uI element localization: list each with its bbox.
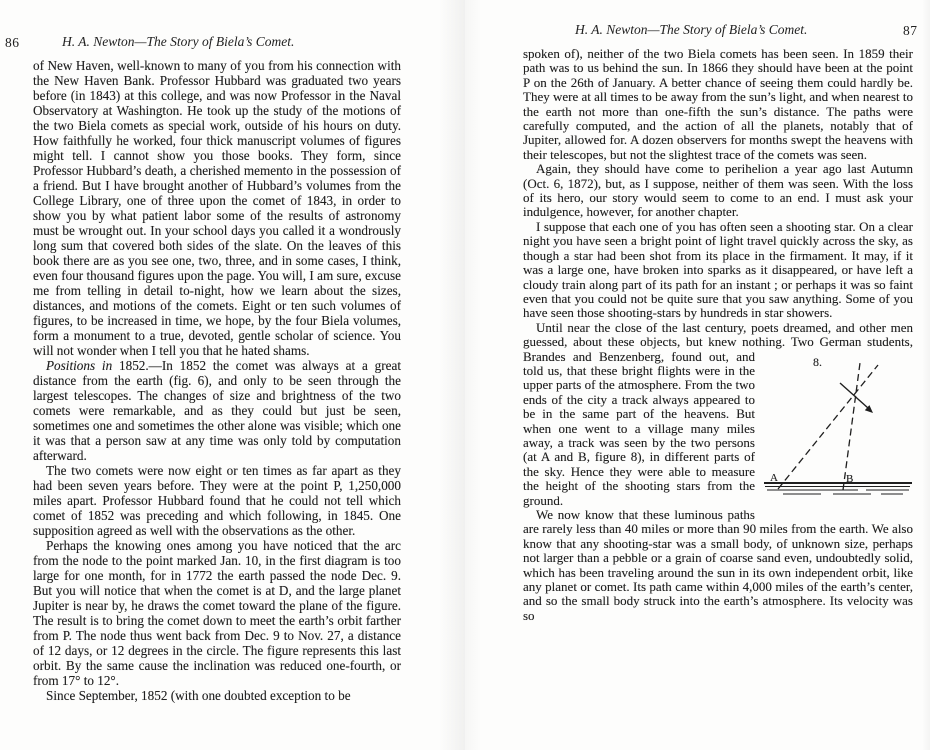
page-number: 86 <box>5 35 20 50</box>
sight-line-b <box>843 363 860 490</box>
page-right <box>465 0 930 750</box>
figure-8 <box>763 353 913 511</box>
paragraph-lead-italic: Positions in <box>46 358 113 373</box>
paragraph-luminous-paths: We now know that these luminous paths are rarely less than 40 miles or more than 90 miles from the earth. We also know that any shooting-star was a small body, of unknown size, perhaps not larger than a pebble or a grain of coarse sand even, undoubtedly solid, which has been traveling around the sun in its own independent orbit, like any planet or comet. Its path came within 4,000 miles of the earth’s center, and so the small body struck into the earth’s atmosphere. Its velocity was so <box>523 507 913 623</box>
paragraph-two-comets: The two comets were now eight or ten times as far apart as they had been seven years before. They were at the point P, 1,250,000 miles apart. Professor Hubbard found that he could not tell which comet of 1852 was preceding and which following, in 1845. One supposition agreed as well with the observations as the other. <box>33 463 401 538</box>
right-page-text-column <box>523 47 913 623</box>
running-header: H. A. Newton—The Story of Biela’s Comet. <box>575 22 808 37</box>
paragraph-node-shift: Perhaps the knowing ones among you have noticed that the arc from the node to the point marked Jan. 10, in the first diagram is too large for one month, for in 1772 the earth passed the node Dec. 9. But you will notice that when the comet is at D, and the large planet Jupiter is near by, he draws the comet toward the plane of the figure. The result is to bring the comet down to meet the earth’s orbit farther from P. The node thus went back from Dec. 9 to Nov. 27, a distance of 12 days, or 12 degrees in the circle. The figure represents this last orbit. By the same cause the inclination was reduced one-fourth, or from 17° to 12°. <box>33 538 401 688</box>
left-page-text-column <box>33 58 401 703</box>
figure-number-label: 8. <box>813 354 822 369</box>
paragraph-positions-1852 <box>33 358 401 463</box>
paragraph-shooting-star: I suppose that each one of you has often seen a shooting star. On a clear night you have seen a bright point of light travel quickly across the sky, as though a star had been shot from its place in the firmament. It may, if it was a large one, have broken into sparks as it disappeared, or have left a cloudy train along part of its path for an instant ; or perhaps it was so faint even that you could not be quite sure that you saw anything. Some of you have seen those shooting-stars by hundreds in star showers. <box>523 218 913 321</box>
ground-lines <box>764 483 912 494</box>
point-b-label: B <box>846 472 854 485</box>
paragraph-body: Two German students, Brandes and Benzenberg, found out, and told us, that these bright flights were in the upper parts of the atmosphere. From the two ends of the city a track always appeared to be in the same part of the heavens. But when one went to a village many miles away, a track was seen by the two persons (at A and B, figure 8), in different parts of the sky. Hence they were able to measure the height of the shooting stars from the ground. <box>523 334 913 508</box>
sight-line-a <box>778 365 878 489</box>
paragraph-body: Until near the close of the last century, poets dreamed, and other men guessed, about these objects, but knew nothing. <box>523 319 913 350</box>
paragraph-since-september: Since September, 1852 (with one doubted exception to be <box>46 688 351 703</box>
paragraph-hubbard: of New Haven, well-known to many of you from his connection with the New Haven Bank. Professor Hubbard was graduated two years before (in 1843) at this college, and was now Professor in the Naval Observatory at Washington. He took up the study of the motions of the two Biela comets as special work, outside of his hours on duty. How faithfully he worked, four thick manuscript volumes of figures might tell. I cannot show you those books. They form, since Professor Hubbard’s death, a cherished memento in the possession of a friend. But I have brought another of Hubbard’s volumes from the College Library, one of three upon the comet of 1843, in order to show you by what patient labor some of the results of astronomy must be wrought out. In your school days you called it a wondrously long sum that covered both sides of the slate. On the leaves of this book there are as you see one, two, three, and in some cases, I think, even four thousand figures upon the page. You will, I am sure, excuse me from telling in detail to-night, how we learn about the sizes, distances, and motions of the comets. Eight or ten such volumes of figures, to be increased in time, we hope, by the four Biela volumes, form a monument to a true, devoted, gentle scholar of science. You will not wonder when I tell you that he hated shams. <box>33 58 401 358</box>
paragraph-body: 1852.—In 1852 the comet was always at a great distance from the earth (fig. 6), and only to be seen through the largest telescopes. The changes of size and brightness of the two comets were remarkable, and as they could but just be seen, sometimes one and sometimes the other alone was visible; which one it was that a person saw at any time was only told by computation afterward. <box>33 358 401 463</box>
point-a-label: A <box>770 471 778 484</box>
page-number: 87 <box>903 23 918 38</box>
paragraph-comets-unseen: spoken of), neither of the two Biela comets has been seen. In 1859 their path was to us behind the sun. In 1866 they should have been at the point P on the 26th of January. A better chance of seeing them could hardly be. They were at all times to be away from the sun’s light, and when nearest to the earth not more than one-fifth the sun’s distance. The paths were carefully computed, and the action of all the planets, notably that of Jupiter, allowed for. A dozen observers for months swept the heavens with their telescopes, but not the slightest trace of the comets was seen. <box>523 46 913 162</box>
running-header: H. A. Newton—The Story of Biela’s Comet. <box>62 34 295 49</box>
paragraph-perihelion-1872: Again, they should have come to perihelion a year ago last Autumn (Oct. 6, 1872), but, as I suppose, neither of them was seen. With the loss of its hero, our story would seem to come to an end. I must ask your indulgence, however, for another chapter. <box>523 161 913 220</box>
paragraph-brandes-benzenberg <box>523 321 913 508</box>
